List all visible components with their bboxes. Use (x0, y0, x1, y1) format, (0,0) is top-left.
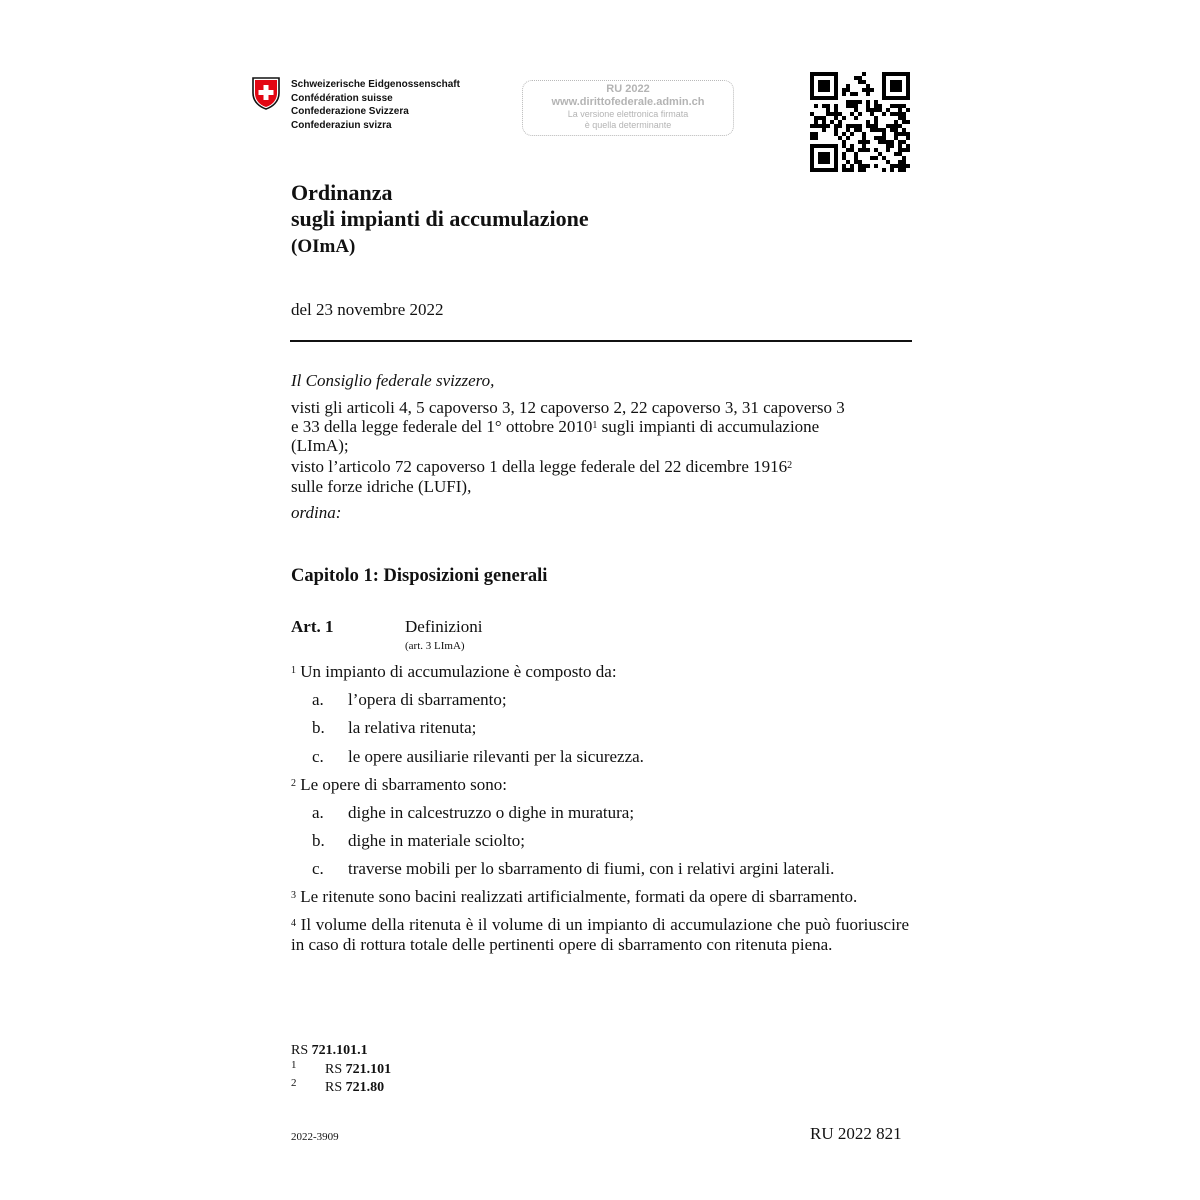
footnote-1 (325, 1062, 391, 1078)
list-item-text: traverse mobili per lo sbarramento di fiumi, con i relativi argini laterali. (348, 859, 835, 878)
paragraph-text: Il volume della ritenuta è il volume di un impianto di accumulazione che può fuoriuscire in caso di rottura totale delle pertinenti opere di sbarramento con ritenuta piena. (291, 915, 909, 954)
paragraph-number: 4 (291, 918, 296, 929)
list-item-letter: a. (312, 690, 324, 709)
list-item-text: dighe in materiale sciolto; (348, 831, 526, 850)
qr-code-icon (810, 72, 910, 172)
electronic-version-stamp (522, 80, 734, 136)
confederation-name-de: Schweizerische Eidgenossenschaft (291, 79, 460, 90)
list-item-letter: c. (312, 747, 324, 766)
swiss-coat-of-arms-icon (251, 76, 281, 110)
footnote-ref[interactable]: 721.80 (345, 1080, 385, 1095)
preamble-line-4-text: visto l’articolo 72 capoverso 1 della legge federale del 22 dicembre 1916 (291, 457, 788, 476)
document-date: del 23 novembre 2022 (291, 300, 444, 319)
chapter-heading: Capitolo 1: Disposizioni generali (291, 566, 548, 586)
footnote-ref-2[interactable]: 2 (787, 460, 793, 471)
preamble-line-2-start: e 33 della legge federale del 1° ottobre 2010 (291, 417, 593, 436)
preamble-authority: Il Consiglio federale svizzero, (291, 371, 495, 390)
footnote-ref[interactable]: 721.101 (345, 1062, 392, 1077)
paragraph-3 (291, 887, 857, 906)
confederation-name-it: Confederazione Svizzera (291, 106, 409, 117)
list-item-letter: c. (312, 859, 324, 878)
preamble-line-2-end: sugli impianti di accumulazione (597, 417, 820, 436)
footnote-2 (325, 1080, 384, 1096)
confederation-name-fr: Confédération suisse (291, 92, 393, 104)
paragraph-number: 2 (291, 778, 296, 789)
preamble-decree: ordina: (291, 503, 342, 522)
list-item-letter: b. (312, 831, 325, 850)
list-item-text: la relativa ritenuta; (348, 718, 477, 737)
title-line-1: Ordinanza (291, 180, 393, 205)
rs-number (291, 1043, 368, 1059)
preamble-line-2 (291, 417, 819, 436)
stamp-line-2: www.dirittofederale.admin.ch (551, 96, 705, 108)
article-title: Definizioni (405, 617, 483, 636)
list-item-letter: a. (312, 803, 324, 822)
footnote-prefix: RS (325, 1062, 346, 1077)
rs-main-number: 721.101.1 (311, 1043, 368, 1058)
article-number: Art. 1 (291, 617, 334, 636)
list-item-text: dighe in calcestruzzo o dighe in muratura; (348, 803, 635, 822)
document-title (291, 180, 589, 232)
footnote-2-number: 2 (291, 1077, 297, 1089)
paragraph-2 (291, 775, 507, 794)
paragraph-text: Le opere di sbarramento sono: (296, 775, 508, 794)
paragraph-4 (291, 915, 909, 954)
rs-prefix: RS (291, 1043, 312, 1058)
article-reference: (art. 3 LImA) (405, 640, 465, 652)
list-item-text: l’opera di sbarramento; (348, 690, 507, 709)
preamble-line-4 (291, 457, 792, 476)
paragraph-number: 3 (291, 890, 296, 901)
paragraph-text: Un impianto di accumulazione è composto da: (296, 662, 617, 681)
paragraph-text: Le ritenute sono bacini realizzati artificialmente, formati da opere di sbarramento. (296, 887, 858, 906)
document-id: 2022-3909 (291, 1131, 339, 1143)
preamble-line-5: sulle forze idriche (LUFI), (291, 477, 472, 496)
footnote-ref-1[interactable]: 1 (592, 420, 598, 431)
list-item-letter: b. (312, 718, 325, 737)
footnote-1-number: 1 (291, 1059, 297, 1071)
preamble-line-1: visti gli articoli 4, 5 capoverso 3, 12 capoverso 2, 22 capoverso 3, 31 capoverso 3 (291, 398, 845, 417)
preamble-line-3: (LImA); (291, 436, 349, 455)
title-divider (290, 340, 912, 342)
stamp-line-4: è quella determinante (584, 120, 672, 130)
page-reference: RU 2022 821 (810, 1124, 902, 1143)
confederation-name-rm: Confederaziun svizra (291, 119, 392, 131)
paragraph-1 (291, 662, 617, 681)
stamp-line-1: RU 2022 (606, 83, 650, 95)
stamp-line-3: La versione elettronica firmata (567, 109, 689, 119)
footnote-prefix: RS (325, 1080, 346, 1095)
confederation-names (291, 78, 460, 132)
title-line-2: sugli impianti di accumulazione (291, 206, 589, 231)
paragraph-number: 1 (291, 665, 296, 676)
list-item-text: le opere ausiliarie rilevanti per la sicurezza. (348, 747, 644, 766)
document-abbreviation: (OImA) (291, 236, 356, 257)
